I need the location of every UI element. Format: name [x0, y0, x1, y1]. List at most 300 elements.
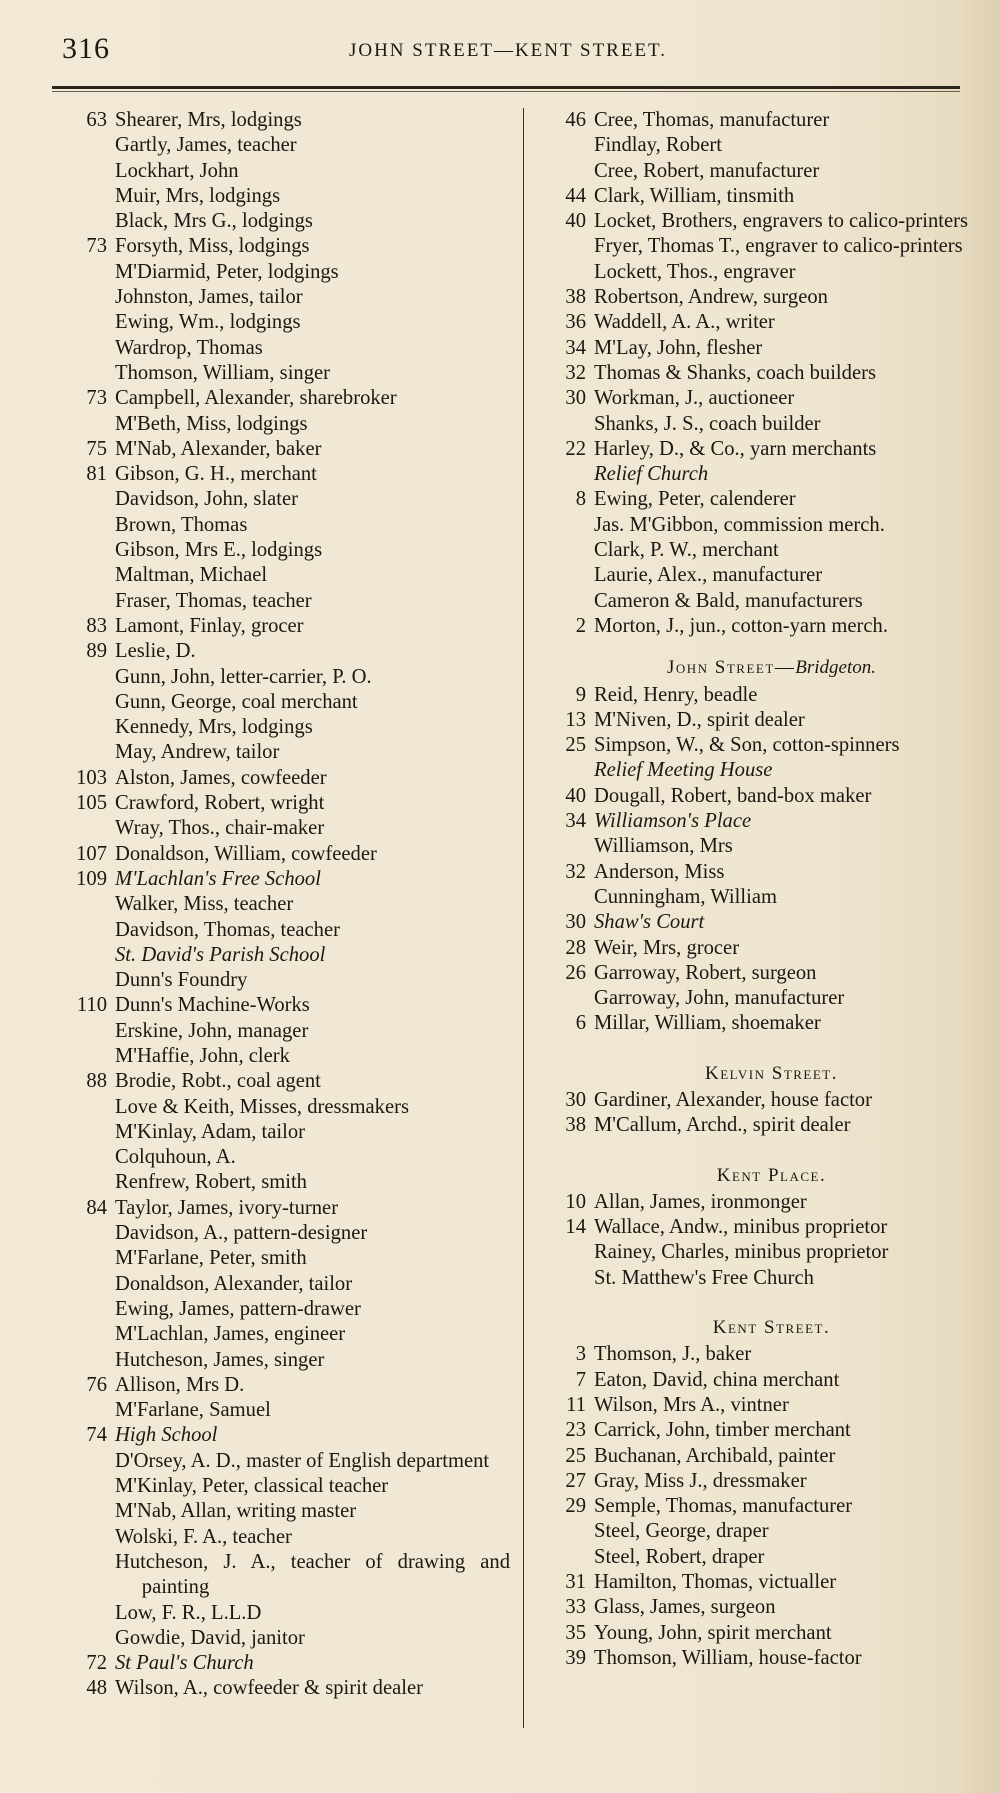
entry-text: Williamson's Place — [594, 810, 752, 833]
house-number: 44 — [565, 184, 586, 207]
house-number: 48 — [86, 1677, 107, 1700]
house-number: 25 — [565, 734, 586, 757]
entry-text: Millar, William, shoemaker — [594, 1012, 821, 1035]
entry-text: Kennedy, Mrs, lodgings — [115, 716, 313, 739]
directory-entry — [55, 310, 510, 335]
house-number: 32 — [565, 860, 586, 883]
house-number: 110 — [76, 994, 107, 1017]
directory-entry — [534, 936, 969, 961]
house-number: 84 — [86, 1196, 107, 1219]
house-number: 73 — [86, 387, 107, 410]
directory-entry — [534, 1444, 969, 1469]
entry-text: Taylor, James, ivory-turner — [115, 1196, 339, 1219]
directory-entry — [55, 690, 510, 715]
entry-text: Anderson, Miss — [594, 860, 725, 883]
entry-text: Wilson, Mrs A., vintner — [594, 1393, 789, 1416]
directory-entry — [534, 961, 969, 986]
directory-entry — [55, 209, 510, 234]
house-number: 72 — [86, 1652, 107, 1675]
entry-text: Weir, Mrs, grocer — [594, 936, 740, 959]
directory-entry — [55, 159, 510, 184]
entry-text: Gowdie, David, janitor — [115, 1626, 305, 1649]
directory-entry — [55, 589, 510, 614]
entry-text: Gunn, George, coal merchant — [115, 690, 358, 713]
directory-entry — [55, 1474, 510, 1499]
entry-text: St Paul's Church — [115, 1652, 254, 1675]
entry-text: Morton, J., jun., cotton-yarn merch. — [594, 614, 888, 637]
entry-text: Cameron & Bald, manufacturers — [594, 589, 863, 612]
entry-text: Cunningham, William — [594, 885, 777, 908]
directory-entry — [55, 740, 510, 765]
entry-text: Ewing, Peter, calenderer — [594, 488, 796, 511]
entry-text: Brown, Thomas — [115, 513, 248, 536]
entry-text: Hamilton, Thomas, victualler — [594, 1571, 837, 1594]
directory-entry — [55, 918, 510, 943]
entry-text: Rainey, Charles, minibus proprietor — [594, 1241, 889, 1264]
directory-entry — [55, 386, 510, 411]
entry-text: Findlay, Robert — [594, 134, 722, 157]
house-number: 39 — [565, 1646, 586, 1669]
directory-entry — [534, 1266, 969, 1291]
directory-entry — [55, 412, 510, 437]
directory-entry — [55, 993, 510, 1018]
directory-entry — [534, 285, 969, 310]
entry-text: Relief Meeting House — [594, 759, 773, 782]
directory-entry — [534, 108, 969, 133]
directory-entry — [534, 209, 969, 234]
house-number: 75 — [86, 437, 107, 460]
entry-text: Buchanan, Archibald, painter — [594, 1444, 836, 1467]
directory-entry — [534, 1240, 969, 1265]
entry-text: Carrick, John, timber merchant — [594, 1419, 851, 1442]
house-number: 63 — [86, 109, 107, 131]
entry-text: M'Farlane, Peter, smith — [115, 1247, 307, 1270]
house-number: 10 — [565, 1190, 586, 1213]
entry-text: Robertson, Andrew, surgeon — [594, 286, 828, 309]
entry-text: Forsyth, Miss, lodgings — [115, 235, 310, 258]
entry-text: Shaw's Court — [594, 911, 705, 934]
directory-entry — [55, 1322, 510, 1347]
directory-entry — [534, 758, 969, 783]
entry-text: Lockhart, John — [115, 159, 239, 182]
directory-entry — [534, 361, 969, 386]
entry-text: Young, John, spirit merchant — [594, 1621, 832, 1644]
directory-entry — [55, 715, 510, 740]
house-number: 22 — [565, 437, 586, 460]
entry-text: St. David's Parish School — [115, 943, 326, 966]
house-number: 89 — [86, 640, 107, 663]
entry-text: Dunn's Foundry — [115, 969, 248, 992]
entry-text: Thomson, William, singer — [115, 361, 331, 384]
house-number: 28 — [565, 936, 586, 959]
john-street-list — [534, 108, 969, 639]
directory-entry — [534, 683, 969, 708]
directory-entry — [55, 766, 510, 791]
house-number: 29 — [565, 1495, 586, 1518]
entry-text: Thomson, William, house-factor — [594, 1646, 862, 1669]
entry-text: Erskine, John, manager — [115, 1019, 309, 1042]
entry-text: Jas. M'Gibbon, commission merch. — [594, 513, 885, 536]
house-number: 76 — [86, 1373, 107, 1396]
entry-text: Wardrop, Thomas — [115, 336, 263, 359]
house-number: 26 — [565, 961, 586, 984]
entry-text: M'Beth, Miss, lodgings — [115, 412, 308, 435]
directory-entry — [55, 1019, 510, 1044]
directory-entry — [534, 1088, 969, 1113]
entry-text: Campbell, Alexander, sharebroker — [115, 387, 397, 410]
house-number: 73 — [86, 235, 107, 258]
entry-text: Thomas & Shanks, coach builders — [594, 361, 876, 384]
house-number: 25 — [565, 1444, 586, 1467]
house-number: 34 — [565, 810, 586, 833]
entry-text: M'Diarmid, Peter, lodgings — [115, 260, 339, 283]
house-number: 83 — [86, 614, 107, 637]
house-number: 74 — [86, 1424, 107, 1447]
entry-text: Steel, Robert, draper — [594, 1545, 765, 1568]
directory-entry — [534, 437, 969, 462]
house-number: 33 — [565, 1596, 586, 1619]
entry-text: Locket, Brothers, engravers to calico-printers — [594, 210, 968, 233]
directory-entry — [534, 1621, 969, 1646]
directory-entry — [534, 860, 969, 885]
entry-text: M'Nab, Alexander, baker — [115, 437, 322, 460]
directory-entry — [55, 1170, 510, 1195]
directory-entry — [55, 487, 510, 512]
entry-text: Lamont, Finlay, grocer — [115, 614, 304, 637]
directory-entry — [534, 809, 969, 834]
kent-place-list — [534, 1190, 969, 1291]
directory-entry — [534, 834, 969, 859]
entry-text: St. Matthew's Free Church — [594, 1266, 814, 1289]
house-number: 109 — [76, 867, 107, 890]
directory-entry — [534, 733, 969, 758]
directory-entry — [55, 1120, 510, 1145]
house-number: 30 — [565, 387, 586, 410]
house-number: 13 — [565, 708, 586, 731]
directory-entry — [534, 885, 969, 910]
directory-entry — [55, 968, 510, 993]
directory-entry — [534, 1646, 969, 1671]
directory-entry — [55, 1373, 510, 1398]
directory-entry — [534, 487, 969, 512]
entry-text: Laurie, Alex., manufacturer — [594, 564, 823, 587]
directory-entry — [534, 1570, 969, 1595]
house-number: 6 — [575, 1012, 586, 1035]
directory-entry — [55, 1398, 510, 1423]
house-number: 38 — [565, 1114, 586, 1137]
directory-entry — [55, 1246, 510, 1271]
running-title: JOHN STREET—KENT STREET. — [348, 40, 668, 61]
entry-text: Gibson, Mrs E., lodgings — [115, 539, 323, 562]
house-number: 38 — [565, 286, 586, 309]
entry-text: Ewing, Wm., lodgings — [115, 311, 301, 334]
directory-entry — [534, 1113, 969, 1138]
entry-text: Cree, Thomas, manufacturer — [594, 109, 830, 131]
entry-text: Steel, George, draper — [594, 1520, 769, 1543]
entry-text: M'Nab, Allan, writing master — [115, 1500, 357, 1523]
directory-entry — [534, 234, 969, 259]
directory-entry — [534, 462, 969, 487]
entry-text: Crawford, Robert, wright — [115, 792, 325, 815]
entry-text: Ewing, James, pattern-drawer — [115, 1297, 361, 1320]
house-number: 3 — [575, 1343, 586, 1366]
entry-text: Davidson, A., pattern-designer — [115, 1222, 368, 1245]
entry-text: Gibson, G. H., merchant — [115, 463, 317, 486]
entry-text: Maltman, Michael — [115, 564, 268, 587]
house-number: 7 — [575, 1368, 586, 1391]
directory-entry — [534, 614, 969, 639]
entry-text: Semple, Thomas, manufacturer — [594, 1495, 853, 1518]
directory-entry — [534, 538, 969, 563]
directory-entry — [55, 1651, 510, 1676]
directory-entry — [55, 1525, 510, 1550]
entry-text: M'Haffie, John, clerk — [115, 1044, 290, 1067]
directory-entry — [534, 1190, 969, 1215]
entry-text: Garroway, Robert, surgeon — [594, 961, 817, 984]
directory-entry — [55, 184, 510, 209]
directory-entry — [55, 260, 510, 285]
directory-entry — [534, 1418, 969, 1443]
directory-entry — [534, 784, 969, 809]
house-number: 30 — [565, 1088, 586, 1111]
house-number: 105 — [76, 792, 107, 815]
directory-entry — [55, 563, 510, 588]
entry-text: Renfrew, Robert, smith — [115, 1171, 307, 1194]
entry-text: Gartly, James, teacher — [115, 134, 297, 157]
entry-text: Dougall, Robert, band-box maker — [594, 784, 872, 807]
directory-entry — [55, 1044, 510, 1069]
directory-entry — [55, 1069, 510, 1094]
directory-entry — [55, 892, 510, 917]
directory-entry — [534, 1469, 969, 1494]
entry-text: Reid, Henry, beadle — [594, 683, 758, 706]
house-number: 81 — [86, 463, 107, 486]
entry-text: Shearer, Mrs, lodgings — [115, 109, 302, 131]
directory-entry — [55, 1196, 510, 1221]
directory-entry — [55, 538, 510, 563]
directory-entry — [534, 1595, 969, 1620]
house-number: 88 — [86, 1070, 107, 1093]
directory-entry — [534, 589, 969, 614]
entry-text: Allison, Mrs D. — [115, 1373, 245, 1396]
entry-text: Williamson, Mrs — [594, 835, 733, 858]
directory-entry — [534, 1494, 969, 1519]
directory-entry — [534, 986, 969, 1011]
entry-text: Walker, Miss, teacher — [115, 893, 294, 916]
directory-entry — [55, 462, 510, 487]
page-header — [58, 30, 958, 70]
directory-entry — [534, 159, 969, 184]
directory-entry — [55, 1550, 510, 1601]
page-number: 316 — [62, 32, 110, 65]
house-number: 31 — [565, 1571, 586, 1594]
directory-entry — [55, 1297, 510, 1322]
directory-entry — [55, 133, 510, 158]
directory-entry — [55, 639, 510, 664]
entry-text: M'Callum, Archd., spirit dealer — [594, 1114, 851, 1137]
entry-text: Wallace, Andw., minibus proprietor — [594, 1216, 888, 1239]
directory-entry — [534, 133, 969, 158]
directory-entry — [55, 285, 510, 310]
entry-text: Black, Mrs G., lodgings — [115, 210, 313, 233]
entry-text: M'Lachlan, James, engineer — [115, 1323, 346, 1346]
house-number: 27 — [565, 1469, 586, 1492]
entry-text: Muir, Mrs, lodgings — [115, 184, 281, 207]
house-number: 2 — [575, 614, 586, 637]
directory-entry — [534, 708, 969, 733]
entry-text: Brodie, Robt., coal agent — [115, 1070, 321, 1093]
directory-entry — [55, 234, 510, 259]
house-number: 23 — [565, 1419, 586, 1442]
directory-entry — [55, 336, 510, 361]
entry-text: Lockett, Thos., engraver — [594, 260, 796, 283]
directory-entry — [534, 260, 969, 285]
directory-entry — [534, 386, 969, 411]
house-number: 46 — [565, 109, 586, 131]
house-number: 32 — [565, 361, 586, 384]
directory-entry — [55, 513, 510, 538]
entry-text: Leslie, D. — [115, 640, 196, 663]
directory-entry — [55, 943, 510, 968]
directory-entry — [55, 1449, 510, 1474]
entry-text: Johnston, James, tailor — [115, 286, 303, 309]
entry-text: Hutcheson, James, singer — [115, 1348, 325, 1371]
directory-entry — [55, 361, 510, 386]
house-number: 36 — [565, 311, 586, 334]
house-number: 40 — [565, 784, 586, 807]
entry-text: M'Kinlay, Adam, tailor — [115, 1120, 305, 1143]
directory-entry — [534, 1545, 969, 1570]
directory-entry — [55, 1601, 510, 1626]
entry-text: M'Lay, John, flesher — [594, 336, 763, 359]
directory-entry — [55, 1221, 510, 1246]
entry-text: Donaldson, Alexander, tailor — [115, 1272, 353, 1295]
directory-entry — [534, 336, 969, 361]
house-number: 8 — [575, 488, 586, 511]
entry-text: Glass, James, surgeon — [594, 1596, 776, 1619]
directory-entry — [534, 184, 969, 209]
entry-text: Gardiner, Alexander, house factor — [594, 1088, 872, 1111]
entry-text: Eaton, David, china merchant — [594, 1368, 840, 1391]
directory-entry — [534, 310, 969, 335]
directory-entry — [55, 791, 510, 816]
directory-entry — [534, 1368, 969, 1393]
entry-text: Wolski, F. A., teacher — [115, 1525, 292, 1548]
house-number: 35 — [565, 1621, 586, 1644]
section-heading-subtext: Bridgeton. — [795, 657, 877, 679]
entry-text: Relief Church — [594, 463, 709, 486]
house-number: 107 — [76, 842, 107, 865]
entry-text: D'Orsey, A. D., master of English department — [115, 1449, 490, 1472]
entry-text: Clark, P. W., merchant — [594, 539, 779, 562]
entry-text: Colquhoun, A. — [115, 1146, 236, 1169]
house-number: 34 — [565, 336, 586, 359]
entry-text: Simpson, W., & Son, cotton-spinners — [594, 734, 900, 757]
entry-text: May, Andrew, tailor — [115, 741, 280, 764]
entry-text: M'Lachlan's Free School — [115, 867, 321, 890]
directory-entry — [534, 1342, 969, 1367]
section-heading-kelvin-street: Kelvin Street. — [704, 1062, 839, 1084]
directory-entry — [55, 1423, 510, 1448]
directory-entry — [55, 1095, 510, 1120]
entry-text: Fraser, Thomas, teacher — [115, 589, 312, 612]
left-column — [55, 108, 510, 1702]
section-heading-kent-place: Kent Place. — [716, 1164, 827, 1186]
directory-entry — [534, 563, 969, 588]
directory-entry — [534, 1215, 969, 1240]
entry-text: Shanks, J. S., coach builder — [594, 412, 821, 435]
directory-entry — [55, 437, 510, 462]
directory-entry — [55, 614, 510, 639]
entry-text: High School — [115, 1424, 218, 1447]
kent-street-list — [534, 1342, 969, 1671]
kelvin-street-list — [534, 1088, 969, 1139]
directory-entry — [534, 1393, 969, 1418]
entry-text: Waddell, A. A., writer — [594, 311, 775, 334]
directory-entry — [55, 1348, 510, 1373]
directory-entry — [55, 867, 510, 892]
directory-entry — [55, 816, 510, 841]
directory-entry — [55, 665, 510, 690]
header-rule — [52, 86, 960, 89]
directory-entry — [55, 1626, 510, 1651]
directory-entry — [55, 108, 510, 133]
entry-text: Workman, J., auctioneer — [594, 387, 795, 410]
entry-text: Wray, Thos., chair-maker — [115, 817, 325, 840]
entry-text: Dunn's Machine-Works — [115, 994, 310, 1017]
section-heading-text: John Street— — [666, 657, 796, 679]
entry-text: Love & Keith, Misses, dressmakers — [115, 1095, 409, 1118]
entry-text: Thomson, J., baker — [594, 1343, 752, 1366]
directory-entry — [534, 1519, 969, 1544]
house-number: 40 — [565, 210, 586, 233]
house-number: 30 — [565, 911, 586, 934]
entry-text: Davidson, John, slater — [115, 488, 299, 511]
entry-text: Cree, Robert, manufacturer — [594, 159, 820, 182]
right-column — [534, 108, 969, 1671]
entry-text: Donaldson, William, cowfeeder — [115, 842, 377, 865]
directory-entry — [534, 1011, 969, 1036]
directory-entry — [55, 1676, 510, 1701]
entry-text: Wilson, A., cowfeeder & spirit dealer — [115, 1677, 423, 1700]
entry-text: Fryer, Thomas T., engraver to calico-printers — [594, 235, 963, 258]
house-number: 11 — [566, 1393, 586, 1416]
entry-text: Davidson, Thomas, teacher — [115, 918, 340, 941]
column-divider — [523, 108, 524, 1728]
house-number: 14 — [565, 1216, 586, 1239]
entry-text: M'Niven, D., spirit dealer — [594, 708, 805, 731]
entry-text: Clark, William, tinsmith — [594, 184, 795, 207]
directory-entry — [55, 1272, 510, 1297]
directory-entry — [534, 910, 969, 935]
entry-text: Gunn, John, letter-carrier, P. O. — [115, 665, 372, 688]
directory-entry — [55, 1145, 510, 1170]
entry-text: Low, F. R., L.L.D — [115, 1601, 262, 1624]
entry-text: Allan, James, ironmonger — [594, 1190, 807, 1213]
house-number: 103 — [76, 766, 107, 789]
entry-text: Gray, Miss J., dressmaker — [594, 1469, 807, 1492]
directory-entry — [534, 513, 969, 538]
directory-entry — [55, 1499, 510, 1524]
directory-entry — [55, 842, 510, 867]
bridgeton-list — [534, 683, 969, 1037]
entry-text: M'Farlane, Samuel — [115, 1399, 271, 1422]
entry-text: Hutcheson, J. A., teacher of drawing and painting — [115, 1550, 510, 1599]
house-number: 9 — [575, 683, 586, 706]
entry-text: M'Kinlay, Peter, classical teacher — [115, 1475, 389, 1498]
section-heading-bridgeton — [534, 655, 969, 680]
section-heading-kent-street: Kent Street. — [712, 1317, 831, 1339]
